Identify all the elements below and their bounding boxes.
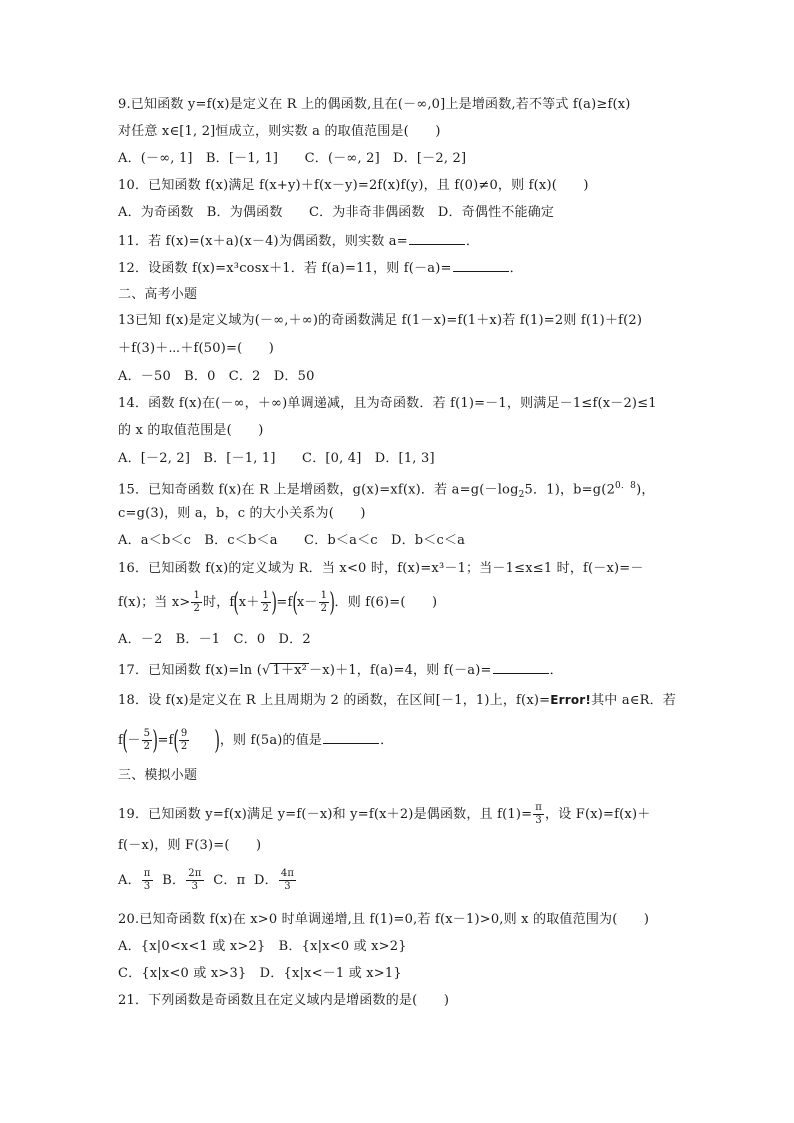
question-18-text-a: 18．设 f(x)是定义在 R 上且周期为 2 的函数，在区间[－1，1)上，f(x)= [118, 693, 551, 708]
question-11 [118, 232, 479, 250]
question-15-text-a: 15．已知奇函数 f(x)在 R 上是增函数，g(x)=xf(x)．若 a=g(－log [118, 482, 519, 498]
option-d-fraction: $\frac{4\pi}{3}$ [280, 868, 295, 892]
option-c: C．π [213, 873, 246, 888]
question-16-line-1: 16．已知函数 f(x)的定义域为 R．当 x<0 时，f(x)=x³－1；当－1≤x≤1 时，f(－x)=－ [118, 561, 644, 576]
fraction-half: $\frac{1}{2}$ [320, 590, 328, 614]
question-16-text-b: 时，f [203, 595, 235, 610]
question-16-text-e: x－ [296, 595, 318, 610]
question-11-end: ． [465, 234, 480, 249]
question-18-f1: f [118, 733, 124, 748]
right-paren: ) [214, 725, 221, 756]
question-18-text-c: ，则 f(5a)的值是 [219, 733, 323, 748]
question-21-line-1: 21．下列函数是奇函数且在定义域内是增函数的是( ) [118, 993, 450, 1008]
log-base: 2 [518, 489, 525, 500]
answer-blank [493, 661, 549, 674]
sqrt-content: 1＋x² [272, 663, 308, 678]
question-20-line-1: 20.已知奇函数 f(x)在 x>0 时单调递增,且 f(1)=0,若 f(x－1)>0,则 x 的取值范围为( ) [118, 912, 650, 927]
right-paren: ) [271, 587, 278, 618]
question-12-text: 12．设函数 f(x)=x³cosx＋1．若 f(a)=11，则 f(－a)= [118, 261, 452, 276]
question-16-text-a: f(x)；当 x> [118, 595, 191, 610]
question-20-options-2: C．{x|x<0 或 x>3} D．{x|x<－1 或 x>1} [118, 966, 402, 981]
option-b-fraction: $\frac{2\pi}{3}$ [188, 868, 202, 892]
question-18-text-b: 其中 a∈R．若 [591, 693, 676, 708]
question-12 [118, 259, 523, 277]
question-20-options-1: A．{x|0<x<1 或 x>2} B．{x|x<0 或 x>2} [118, 939, 407, 954]
question-18-end: ． [380, 733, 394, 748]
question-18-line-1 [118, 692, 676, 709]
minus-sign: － [127, 733, 141, 748]
option-b-label: B． [162, 873, 186, 888]
question-17-end: ． [549, 663, 563, 678]
question-10-options: A．为奇函数 B．为偶函数 C．为非奇非偶函数 D．奇偶性不能确定 [118, 205, 555, 220]
question-15-line-1 [118, 478, 655, 503]
left-paren: ( [233, 587, 240, 618]
question-19-line-1 [118, 800, 650, 830]
question-13-options: A．－50 B．0 C．2 D．50 [118, 369, 315, 384]
question-13-line-2: ＋f(3)＋⋯＋f(50)=( ) [118, 341, 275, 356]
question-9-line-1: 9.已知函数 y=f(x)是定义在 R 上的偶函数,且在(－∞,0]上是增函数,若不等式 f(a)≥f(x) [118, 97, 631, 112]
right-paren: ) [329, 587, 336, 618]
answer-blank [453, 259, 509, 272]
exponent: 0．8 [615, 481, 637, 491]
question-9-options: A．(－∞, 1] B．[－1, 1] C．(－∞, 2] D．[－2, 2] [118, 151, 467, 166]
option-a-label: A． [118, 873, 141, 888]
question-15-text-b: 5．1)，b=g(2 [524, 482, 616, 498]
question-15-line-2: c=g(3)，则 a，b，c 的大小关系为( ) [118, 506, 366, 521]
question-13-line-1: 13已知 f(x)是定义域为(－∞,＋∞)的奇函数满足 f(1－x)=f(1＋x)若 f(1)=2则 f(1)＋f(2) [118, 313, 643, 328]
left-paren: ( [291, 587, 298, 618]
option-d-label: D． [254, 873, 278, 888]
question-17 [118, 661, 563, 679]
question-15-options: A．a＜b＜c B．c＜b＜a C．b＜a＜c D．b＜c＜a [118, 533, 466, 548]
question-18-f2: =f [157, 733, 174, 748]
question-19-text-a: 19．已知函数 y=f(x)满足 y=f(－x)和 y=f(x＋2)是偶函数，且 f(1)= [118, 807, 533, 822]
question-12-end: ． [509, 261, 523, 276]
left-paren: ( [122, 725, 129, 756]
fraction-pi-third: $\frac{\pi}{3}$ [535, 802, 543, 826]
answer-blank [323, 731, 379, 744]
answer-blank [409, 232, 465, 245]
question-17-text-b: －x)＋1，f(a)=4，则 f(－a)= [309, 663, 492, 678]
fraction-nine-halves: $\frac{9}{2}$ [180, 728, 188, 752]
question-19-line-2: f(－x)，则 F(3)=( ) [118, 838, 262, 853]
right-paren: ) [152, 725, 159, 756]
section-heading-3: 三、模拟小题 [118, 768, 198, 783]
section-heading-2: 二、高考小题 [118, 287, 198, 302]
question-14-line-2: 的 x 的取值范围是( ) [118, 423, 264, 438]
question-16-line-2 [118, 589, 437, 617]
fraction-five-halves: $\frac{5}{2}$ [143, 728, 151, 752]
left-paren: ( [172, 725, 179, 756]
question-10-line-1: 10．已知函数 f(x)满足 f(x+y)＋f(x－y)=2f(x)f(y)，且 f(0)≠0，则 f(x)( ) [118, 178, 589, 193]
question-19-text-b: ，设 F(x)=f(x)＋ [545, 807, 651, 822]
question-16-text-d: =f [276, 595, 293, 610]
question-18-line-2 [118, 724, 393, 758]
option-a-fraction: $\frac{\pi}{3}$ [143, 868, 151, 892]
question-19-options [118, 864, 297, 898]
fraction-half: $\frac{1}{2}$ [193, 590, 201, 614]
question-9-line-2: 对任意 x∈[1, 2]恒成立，则实数 a 的取值范围是( ) [118, 124, 441, 139]
question-15-text-c: )， [636, 482, 655, 498]
fraction-half: $\frac{1}{2}$ [262, 590, 270, 614]
question-16-text-f: ．则 f(6)=( ) [334, 595, 438, 610]
question-17-text-a: 17．已知函数 f(x)=ln ( [118, 663, 262, 678]
error-text: Error! [550, 693, 592, 707]
question-16-options: A．－2 B．－1 C．0 D．2 [118, 632, 311, 647]
question-11-text: 11．若 f(x)=(x＋a)(x－4)为偶函数，则实数 a= [118, 234, 408, 249]
sqrt-symbol: √ [262, 663, 271, 678]
question-14-line-1: 14．函数 f(x)在(－∞，＋∞)单调递减，且为奇函数．若 f(1)=－1，则满足－1≤f(x－2)≤1 [118, 396, 657, 411]
question-14-options: A．[－2, 2] B．[－1, 1] C．[0, 4] D．[1, 3] [118, 451, 435, 466]
question-16-text-c: x＋ [238, 595, 260, 610]
